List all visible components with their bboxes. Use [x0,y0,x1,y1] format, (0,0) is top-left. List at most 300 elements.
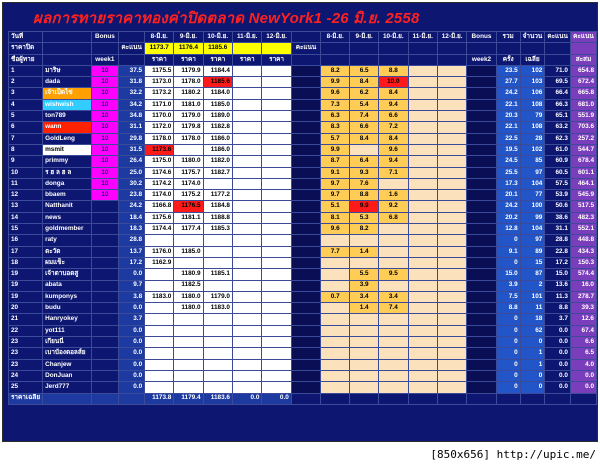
member-name: ton789 [43,111,92,122]
daily-score [321,325,350,336]
count-cell: 1 [520,348,545,359]
daily-score [437,382,466,393]
table-row [9,65,597,76]
table-row [9,382,597,393]
daily-score [350,370,379,381]
header-blank [570,43,596,54]
daily-score [408,99,437,110]
spacer-cell [467,133,496,144]
price-guess: 1185.3 [203,224,232,235]
price-guess [232,77,261,88]
price-guess [262,122,291,133]
daily-score [321,359,350,370]
cumulative-score: 678.4 [570,156,596,167]
footer-blank [496,393,520,404]
count-cell: 62 [520,325,545,336]
daily-score: 7.4 [350,111,379,122]
member-name: yot111 [43,325,92,336]
row-number: 21 [9,314,43,325]
spacer-cell [291,337,320,348]
table-row [9,156,597,167]
daily-score [379,314,408,325]
daily-score: 6.5 [350,65,379,76]
week2-score: 12.8 [496,224,520,235]
avg-price-cell: 0.0 [262,393,291,404]
daily-score: 9.7 [321,178,350,189]
daily-score: 3.4 [350,291,379,302]
spacer-cell [467,370,496,381]
price-guess: 1184.8 [203,201,232,212]
spacer-cell [291,201,320,212]
price-guess: 1173.0 [145,77,174,88]
price-guess: 1171.0 [145,99,174,110]
avg-score: 28.8 [545,235,571,246]
price-guess: 1178.0 [174,133,203,144]
footer-blank [408,393,437,404]
table-row [9,144,597,155]
count-cell: 101 [520,291,545,302]
daily-score [321,257,350,268]
price-guess: 1180.0 [174,303,203,314]
daily-score [408,303,437,314]
member-name: เบาบ้องตอลส์ย [43,348,92,359]
daily-score: 1.4 [350,303,379,314]
count-cell: 77 [520,190,545,201]
spacer-cell [291,77,320,88]
price-guess [232,348,261,359]
cumulative-score: 665.8 [570,88,596,99]
price-guess [145,382,174,393]
spacer-cell [291,257,320,268]
daily-score [321,382,350,393]
spacer-cell [291,269,320,280]
price-guess: 1183.0 [203,303,232,314]
price-guess: 1174.2 [145,178,174,189]
week1-score: 0.0 [119,303,145,314]
closing-price-label: ราคาปิด [9,43,43,54]
week1-score: 24.2 [119,201,145,212]
cumulative-score: 39.3 [570,303,596,314]
header-blank [119,54,145,65]
avg-score: 0.0 [545,337,571,348]
avg-score: 71.0 [545,65,571,76]
spacer-cell [467,111,496,122]
avg-score: 60.5 [545,167,571,178]
daily-score [408,269,437,280]
price-guess [262,303,291,314]
price-guess [262,178,291,189]
price-guess: 1175.6 [145,212,174,223]
price-guess: 1186.0 [203,133,232,144]
daily-score: 8.4 [379,88,408,99]
price-guess [145,359,174,370]
price-guess: 1178.0 [174,77,203,88]
bonus-cell [91,212,119,223]
spacer-cell [467,190,496,201]
price-guess [262,325,291,336]
price-guess [262,99,291,110]
price-guess [232,144,261,155]
table-row [9,337,597,348]
avg-price-label: ราคาเฉลี่ย [9,393,43,404]
daily-score [408,314,437,325]
spacer-cell [291,325,320,336]
header-blank [545,43,571,54]
avg-score: 0.0 [545,382,571,393]
table-row [9,359,597,370]
daily-score [408,156,437,167]
row-number: 8 [9,144,43,155]
avg-subheader: เฉลี่ย [520,54,545,65]
cumulative-score: 464.1 [570,178,596,189]
spacer-cell [467,303,496,314]
price-guess: 1179.9 [174,65,203,76]
price-guess [262,359,291,370]
spacer-cell [291,235,320,246]
week2-score: 0 [496,257,520,268]
bonus-cell [91,201,119,212]
count-header: จำนวน [520,32,545,43]
price-guess [145,303,174,314]
avg-score: 11.3 [545,291,571,302]
spacer-cell [291,291,320,302]
footer-blank [350,393,379,404]
week1-score: 0.0 [119,382,145,393]
spacer-cell [467,246,496,257]
week2-header: week2 [467,54,496,65]
daily-score [437,337,466,348]
daily-score [437,314,466,325]
closing-price-cell: 1185.6 [203,43,232,54]
price-guess: 1174.6 [145,167,174,178]
daily-score: 7.7 [321,246,350,257]
avg-score: 62.3 [545,133,571,144]
week1-score: 31.5 [119,144,145,155]
daily-score [321,314,350,325]
price-guess [232,291,261,302]
price-guess [232,325,261,336]
daily-score [379,370,408,381]
daily-score [408,280,437,291]
cumulative-score: 448.8 [570,235,596,246]
price-guess: 1162.9 [145,257,174,268]
header-blank [43,32,92,43]
row-number: 10 [9,167,43,178]
daily-score [408,291,437,302]
table-row [9,77,597,88]
table-row [9,280,597,291]
bonus-cell: 10 [91,122,119,133]
week1-score: 29.8 [119,133,145,144]
avg-score: 22.8 [545,246,571,257]
daily-score [321,235,350,246]
header-blank [91,43,119,54]
daily-score: 9.2 [379,201,408,212]
spacer-cell [291,224,320,235]
week2-score: 24.2 [496,201,520,212]
spacer-cell [467,178,496,189]
bonus-cell: 10 [91,156,119,167]
daily-score: 9.5 [379,269,408,280]
price-guess: 1186.0 [203,144,232,155]
price-guess: 1185.6 [203,77,232,88]
price-guess [232,167,261,178]
spacer-cell [291,144,320,155]
cumulative-score: 257.2 [570,133,596,144]
cumulative-score: 6.6 [570,337,596,348]
price-guess [262,224,291,235]
header-blank [467,43,496,54]
daily-score: 9.7 [321,190,350,201]
price-guess [232,303,261,314]
daily-score: 7.6 [350,178,379,189]
avg-score: 69.5 [545,77,571,88]
price-guess [174,359,203,370]
table-row [9,235,597,246]
week1-score: 34.8 [119,111,145,122]
daily-score [379,348,408,359]
table-row [9,201,597,212]
cumulative-score: 681.0 [570,99,596,110]
row-number: 2 [9,77,43,88]
daily-score: 8.8 [379,65,408,76]
price-guess: 1188.8 [203,212,232,223]
daily-score [350,257,379,268]
price-guess [262,235,291,246]
price-guess [203,359,232,370]
bonus-cell [91,325,119,336]
score-date-header: 10-มิ.ย. [379,32,408,43]
price-subheader: ราคา [232,54,261,65]
week1-score: 17.2 [119,257,145,268]
cumulative-score: 0.0 [570,382,596,393]
price-guess [174,337,203,348]
daily-score [379,359,408,370]
spacer-cell [467,280,496,291]
member-name: primmy [43,156,92,167]
spacer-cell [291,190,320,201]
row-number: 6 [9,122,43,133]
price-guess [232,370,261,381]
spacer-cell [467,65,496,76]
spacer-cell [467,269,496,280]
bonus-cell [91,235,119,246]
daily-score [437,99,466,110]
daily-score [379,337,408,348]
daily-score [379,246,408,257]
daily-score [350,337,379,348]
bonus-cell: 10 [91,111,119,122]
results-table [8,31,597,405]
daily-score: 9.9 [350,201,379,212]
price-guess: 1181.1 [174,212,203,223]
price-guess [232,99,261,110]
table-row [9,88,597,99]
member-name: ผมแช็ะ [43,257,92,268]
price-guess: 1181.0 [174,99,203,110]
row-number: 4 [9,99,43,110]
spacer-cell [467,122,496,133]
week2-score: 0 [496,382,520,393]
daily-score [437,291,466,302]
price-guess: 1176.0 [145,246,174,257]
count-cell: 79 [520,111,545,122]
avg-price-cell: 1179.4 [174,393,203,404]
row-number: 22 [9,325,43,336]
header-blank [520,43,545,54]
header-blank [291,54,320,65]
daily-score [379,178,408,189]
header-blank [350,54,379,65]
header-blank [321,54,350,65]
spacer-cell [467,144,496,155]
price-guess: 1182.7 [203,167,232,178]
daily-score [350,382,379,393]
daily-score [321,269,350,280]
price-guess [262,201,291,212]
price-guess [232,314,261,325]
member-name: goldmember [43,224,92,235]
count-cell: 108 [520,99,545,110]
header-blank [379,54,408,65]
daily-score: 9.4 [379,99,408,110]
spacer-cell [291,359,320,370]
footer-blank [437,393,466,404]
header-blank [291,32,320,43]
price-guess [174,382,203,393]
week1-score: 30.2 [119,178,145,189]
spacer-cell [291,178,320,189]
price-guess [203,280,232,291]
row-number: 3 [9,88,43,99]
daily-score [379,382,408,393]
spacer-cell [291,167,320,178]
cumulative-score: 4.0 [570,359,596,370]
count-subheader: ครั้ง [496,54,520,65]
spacer-cell [467,314,496,325]
week2-score: 23.5 [496,65,520,76]
daily-score [350,348,379,359]
daily-score [437,359,466,370]
price-guess [262,212,291,223]
count-cell: 97 [520,167,545,178]
price-guess: 1182.8 [203,122,232,133]
price-guess [262,246,291,257]
daily-score [437,88,466,99]
table-row [9,122,597,133]
row-number: 13 [9,201,43,212]
avg-score: 0.0 [545,359,571,370]
price-guess [262,190,291,201]
price-guess [232,235,261,246]
header-row-closing [9,43,597,54]
spacer-cell [467,167,496,178]
member-name: donga [43,178,92,189]
spacer-cell [467,77,496,88]
week1-header: week1 [91,54,119,65]
price-guess [262,65,291,76]
daily-score [408,122,437,133]
price-guess [145,314,174,325]
row-number: 14 [9,212,43,223]
header-blank [350,43,379,54]
daily-score: 5.4 [350,99,379,110]
date-header-label: วันที่ [9,32,43,43]
daily-score [437,201,466,212]
week2-score: 7.5 [496,291,520,302]
daily-score [379,224,408,235]
row-number: 9 [9,156,43,167]
avg-score: 60.9 [545,156,571,167]
cumulative-score: 544.7 [570,144,596,155]
spacer-cell [291,246,320,257]
week2-score: 22.5 [496,133,520,144]
member-name: ร ฮ ล ฮ ล [43,167,92,178]
price-guess [262,167,291,178]
avg-score: 50.6 [545,201,571,212]
avg-score: 0.0 [545,325,571,336]
price-guess [203,337,232,348]
row-number: 24 [9,370,43,381]
table-row [9,178,597,189]
price-guess [232,111,261,122]
price-guess [232,156,261,167]
spacer-cell [291,65,320,76]
header-blank [379,43,408,54]
daily-score: 8.2 [350,224,379,235]
daily-score [437,178,466,189]
table-row [9,99,597,110]
price-guess [232,337,261,348]
daily-score: 9.3 [350,167,379,178]
daily-score: 6.6 [379,111,408,122]
count-cell: 108 [520,122,545,133]
price-guess: 1172.0 [145,122,174,133]
avg-score: 66.4 [545,88,571,99]
price-subheader: ราคา [145,54,174,65]
row-number: 16 [9,235,43,246]
cumulative-score: 12.6 [570,314,596,325]
daily-score [321,303,350,314]
row-number: 19 [9,291,43,302]
price-guess: 1174.0 [145,190,174,201]
table-row [9,348,597,359]
member-name: kumponys [43,291,92,302]
count-cell: 87 [520,269,545,280]
results-board [2,2,598,442]
bonus-cell [91,348,119,359]
week2-score: 0 [496,348,520,359]
daily-score [437,77,466,88]
row-number: 25 [9,382,43,393]
week1-score: 18.3 [119,224,145,235]
table-row [9,133,597,144]
week1-score: 0.0 [119,359,145,370]
count-cell: 104 [520,224,545,235]
table-row [9,291,597,302]
member-name: budu [43,303,92,314]
daily-score [437,156,466,167]
price-guess [203,246,232,257]
header-row-dates [9,32,597,43]
cumulative-score: 0.0 [570,370,596,381]
price-guess: 1173.6 [145,144,174,155]
price-guess [262,133,291,144]
price-guess [203,325,232,336]
spacer-cell [291,99,320,110]
cumulative-score: 278.7 [570,291,596,302]
member-name: Jerd777 [43,382,92,393]
